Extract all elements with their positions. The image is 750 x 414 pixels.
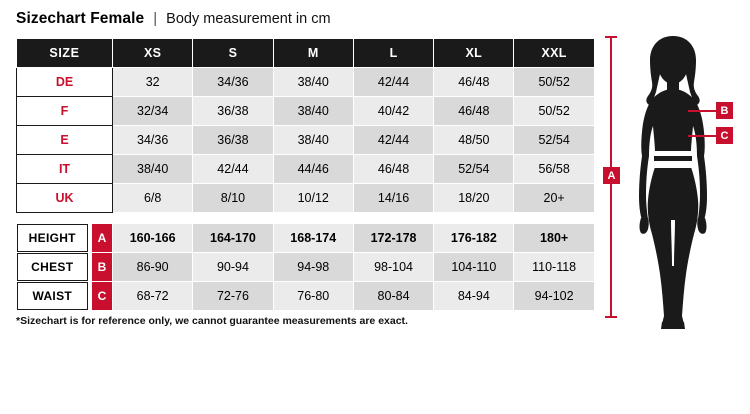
badge-b: B bbox=[92, 253, 112, 281]
chest-measure-line bbox=[688, 110, 716, 112]
measurement-row-chest bbox=[17, 253, 595, 282]
cell-e-s: 36/38 bbox=[193, 126, 273, 155]
cell-de-m: 38/40 bbox=[273, 68, 353, 97]
measurement-row-waist bbox=[17, 282, 595, 311]
table-row bbox=[17, 155, 595, 184]
table-row bbox=[17, 184, 595, 213]
badge-a: A bbox=[92, 224, 112, 252]
title-main: Sizechart Female bbox=[16, 10, 145, 27]
cell-it-xl: 52/54 bbox=[434, 155, 514, 184]
cell-height-l: 172-178 bbox=[353, 224, 433, 253]
table-row bbox=[17, 97, 595, 126]
cell-f-l: 40/42 bbox=[353, 97, 433, 126]
cell-it-m: 44/46 bbox=[273, 155, 353, 184]
cell-de-xl: 46/48 bbox=[434, 68, 514, 97]
figure-badge-b: B bbox=[716, 102, 733, 119]
cell-it-xxl: 56/58 bbox=[514, 155, 594, 184]
cell-height-xxl: 180+ bbox=[514, 224, 594, 253]
cell-de-l: 42/44 bbox=[353, 68, 433, 97]
header-cell-s: S bbox=[193, 39, 273, 68]
cell-waist-l: 80-84 bbox=[353, 282, 433, 311]
cell-uk-xl: 18/20 bbox=[434, 184, 514, 213]
measurement-label-waist: WAIST bbox=[17, 282, 89, 310]
cell-e-xs: 34/36 bbox=[113, 126, 193, 155]
table-spacer bbox=[17, 213, 595, 224]
measurement-label-height-cell bbox=[17, 224, 113, 253]
cell-uk-m: 10/12 bbox=[273, 184, 353, 213]
title-separator: | bbox=[153, 10, 158, 27]
figure-badge-c: C bbox=[716, 127, 733, 144]
measurement-label-chest-cell bbox=[17, 253, 113, 282]
height-measure-cap-top bbox=[605, 36, 617, 38]
cell-it-s: 42/44 bbox=[193, 155, 273, 184]
measurement-label-chest: CHEST bbox=[17, 253, 89, 281]
measurement-label-waist-cell bbox=[17, 282, 113, 311]
cell-de-s: 34/36 bbox=[193, 68, 273, 97]
cell-f-s: 36/38 bbox=[193, 97, 273, 126]
row-label-it: IT bbox=[17, 155, 113, 184]
figure-badge-a: A bbox=[603, 167, 620, 184]
measurement-row-height bbox=[17, 224, 595, 253]
cell-e-xl: 48/50 bbox=[434, 126, 514, 155]
cell-f-xs: 32/34 bbox=[113, 97, 193, 126]
cell-uk-l: 14/16 bbox=[353, 184, 433, 213]
cell-chest-l: 98-104 bbox=[353, 253, 433, 282]
table-row bbox=[17, 126, 595, 155]
table-header-row bbox=[17, 39, 595, 68]
cell-e-xxl: 52/54 bbox=[514, 126, 594, 155]
cell-f-xxl: 50/52 bbox=[514, 97, 594, 126]
cell-f-xl: 46/48 bbox=[434, 97, 514, 126]
cell-waist-xxl: 94-102 bbox=[514, 282, 594, 311]
table-row bbox=[17, 68, 595, 97]
cell-chest-s: 90-94 bbox=[193, 253, 273, 282]
footnote: *Sizechart is for reference only, we cannot guarantee measurements are exact. bbox=[16, 315, 408, 327]
cell-chest-xs: 86-90 bbox=[113, 253, 193, 282]
sizechart-table bbox=[16, 38, 595, 311]
title-subtitle: Body measurement in cm bbox=[166, 11, 331, 27]
cell-de-xxl: 50/52 bbox=[514, 68, 594, 97]
header-cell-size: SIZE bbox=[17, 39, 113, 68]
cell-de-xs: 32 bbox=[113, 68, 193, 97]
height-measure-cap-bottom bbox=[605, 316, 617, 318]
cell-uk-xxl: 20+ bbox=[514, 184, 594, 213]
cell-waist-xl: 84-94 bbox=[434, 282, 514, 311]
cell-uk-s: 8/10 bbox=[193, 184, 273, 213]
header-cell-m: M bbox=[273, 39, 353, 68]
header-cell-l: L bbox=[353, 39, 433, 68]
female-figure-diagram bbox=[600, 34, 740, 394]
cell-chest-xxl: 110-118 bbox=[514, 253, 594, 282]
measurement-label-height: HEIGHT bbox=[17, 224, 89, 252]
cell-f-m: 38/40 bbox=[273, 97, 353, 126]
female-silhouette-icon bbox=[618, 34, 728, 334]
waist-measure-line bbox=[688, 135, 716, 137]
cell-height-m: 168-174 bbox=[273, 224, 353, 253]
cell-height-xs: 160-166 bbox=[113, 224, 193, 253]
row-label-uk: UK bbox=[17, 184, 113, 213]
cell-height-s: 164-170 bbox=[193, 224, 273, 253]
cell-it-l: 46/48 bbox=[353, 155, 433, 184]
cell-e-m: 38/40 bbox=[273, 126, 353, 155]
row-label-f: F bbox=[17, 97, 113, 126]
cell-height-xl: 176-182 bbox=[434, 224, 514, 253]
badge-c: C bbox=[92, 282, 112, 310]
cell-waist-xs: 68-72 bbox=[113, 282, 193, 311]
cell-e-l: 42/44 bbox=[353, 126, 433, 155]
cell-waist-s: 72-76 bbox=[193, 282, 273, 311]
header-cell-xxl: XXL bbox=[514, 39, 594, 68]
header-cell-xs: XS bbox=[113, 39, 193, 68]
header-cell-xl: XL bbox=[434, 39, 514, 68]
cell-uk-xs: 6/8 bbox=[113, 184, 193, 213]
row-label-e: E bbox=[17, 126, 113, 155]
cell-chest-m: 94-98 bbox=[273, 253, 353, 282]
row-label-de: DE bbox=[17, 68, 113, 97]
cell-it-xs: 38/40 bbox=[113, 155, 193, 184]
page-title bbox=[16, 10, 331, 28]
cell-waist-m: 76-80 bbox=[273, 282, 353, 311]
cell-chest-xl: 104-110 bbox=[434, 253, 514, 282]
